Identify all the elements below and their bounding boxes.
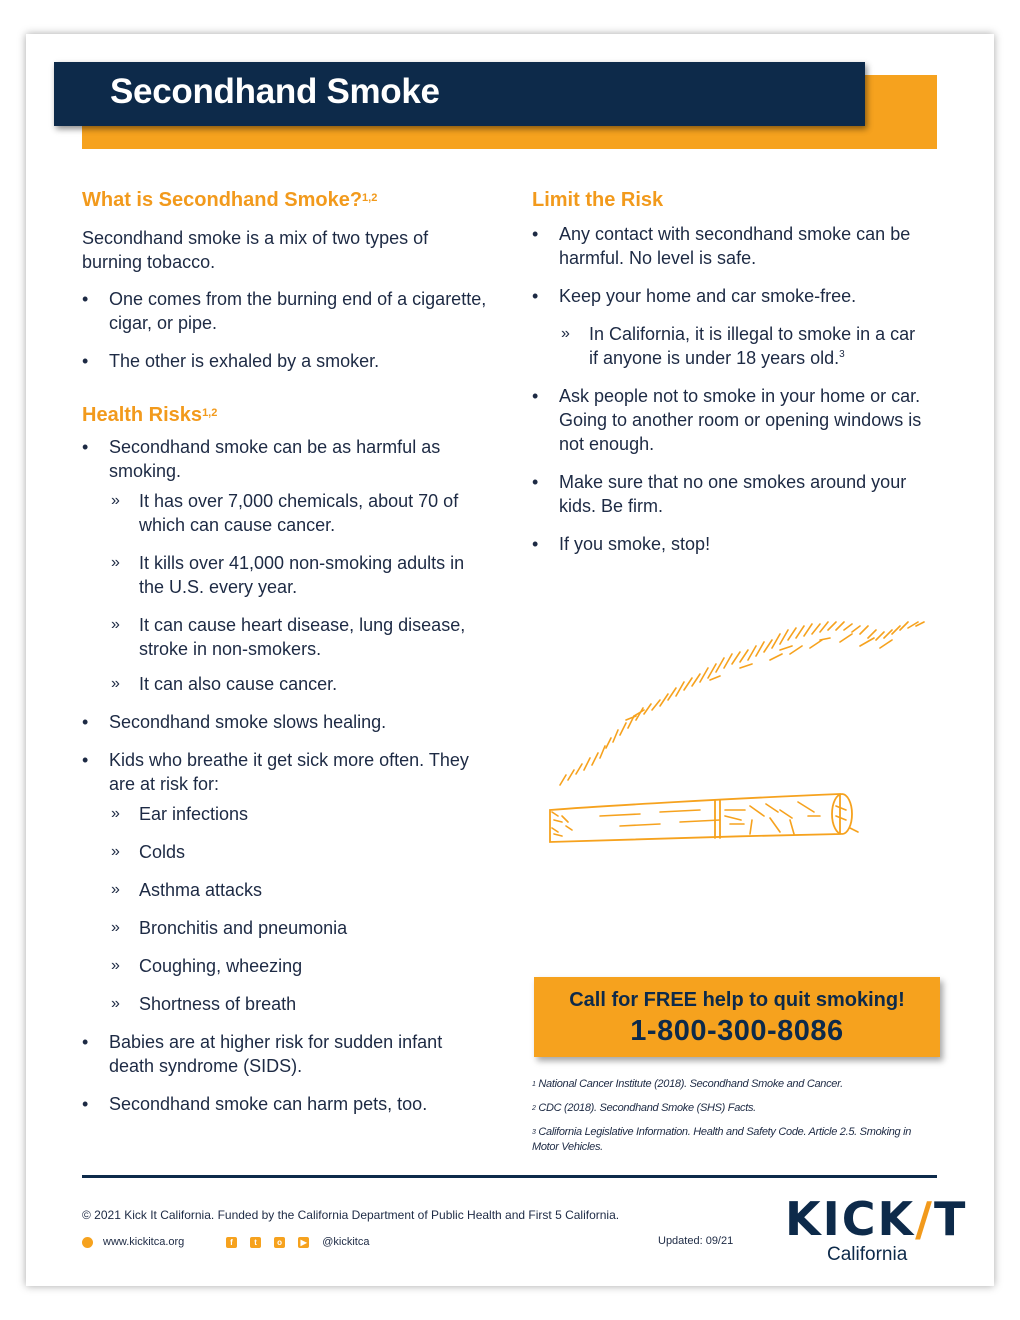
reference-item: $^1$ National Cancer Institute (2018). Secondhand Smoke and Cancer. [532, 1078, 843, 1090]
website-row [82, 1236, 184, 1248]
sub-list-item: » Bronchitis and pneumonia [111, 918, 348, 938]
list-item: • Babies are at higher risk for sudden infant death syndrome (SIDS). [82, 1032, 443, 1076]
list-item: • Secondhand smoke can be as harmful as smoking. [82, 437, 441, 481]
list-item: • Ask people not to smoke in your home or car. Going to another room or opening windows is not enough. [532, 386, 922, 454]
facebook-icon[interactable]: f [226, 1237, 237, 1248]
sub-list-item: » In California, it is illegal to smoke in a car if anyone is under 18 years old.$^3$ [561, 324, 916, 368]
list-item: • Keep your home and car smoke-free. [532, 286, 857, 306]
sub-list-item: » Asthma attacks [111, 880, 263, 900]
list-item: • Secondhand smoke slows healing. [82, 712, 387, 732]
sub-list-item: » Ear infections [111, 804, 249, 824]
sub-list-item: » Colds [111, 842, 186, 862]
list-item: • One comes from the burning end of a cigarette, cigar, or pipe. [82, 289, 487, 333]
globe-icon [82, 1237, 93, 1248]
website-link[interactable]: www.kickitca.org [103, 1236, 185, 1248]
right-column [532, 186, 932, 556]
references [532, 1077, 922, 1164]
reference-item: $^3$ California Legislative Information. Health and Safety Code. Article 2.5. Smoking in Motor Vehicles. [532, 1126, 912, 1153]
health-heading-sup: 1,2 [202, 407, 218, 419]
what-intro: Secondhand smoke is a mix of two types of burning tobacco. [82, 228, 429, 272]
list-item: • The other is exhaled by a smoker. [82, 351, 380, 371]
list-item: • If you smoke, stop! [532, 534, 711, 554]
what-heading: What is Secondhand Smoke?$^{1,2}$ [82, 189, 378, 211]
limit-heading: Limit the Risk [532, 189, 664, 211]
social-handle[interactable]: @kickitca [322, 1236, 370, 1248]
copyright-text: © 2021 Kick It California. Funded by the California Department of Public Health and First 5 California. [82, 1208, 620, 1222]
sub-list-item: » It can cause heart disease, lung disease, stroke in non-smokers. [111, 615, 466, 659]
sub-list-item: » It has over 7,000 chemicals, about 70 of which can cause cancer. [111, 491, 459, 535]
cigarette-illustration [540, 620, 930, 850]
what-heading-sup: 1,2 [362, 192, 378, 204]
list-item: • Any contact with secondhand smoke can be harmful. No level is safe. [532, 224, 911, 268]
list-item: • Secondhand smoke can harm pets, too. [82, 1094, 428, 1114]
updated-date: Updated: 09/21 [658, 1235, 734, 1247]
sub-list-item: » It kills over 41,000 non-smoking adults in the U.S. every year. [111, 553, 465, 597]
left-column [82, 186, 492, 1116]
kickit-logo: KICK/T [785, 1192, 968, 1246]
logo-california: California [827, 1244, 908, 1265]
sub-list-item: » Shortness of breath [111, 994, 297, 1014]
reference-item: $^2$ CDC (2018). Secondhand Smoke (SHS) Facts. [532, 1102, 756, 1114]
youtube-icon[interactable]: ▶ [298, 1237, 309, 1248]
page-title: Secondhand Smoke [110, 72, 440, 111]
social-row [226, 1236, 369, 1248]
cta-phone[interactable]: 1-800-300-8086 [630, 1015, 844, 1047]
footer-divider [82, 1175, 937, 1178]
list-item: • Kids who breathe it get sick more often. They are at risk for: [82, 750, 469, 794]
health-heading: Health Risks$^{1,2}$ [82, 404, 218, 426]
instagram-icon[interactable]: o [274, 1237, 285, 1248]
sub-list-item: » Coughing, wheezing [111, 956, 303, 976]
quit-help-callout [534, 977, 940, 1057]
list-item: • Make sure that no one smokes around your kids. Be firm. [532, 472, 907, 516]
sub-list-item: » It can also cause cancer. [111, 674, 338, 694]
twitter-icon[interactable]: t [250, 1237, 261, 1248]
cta-text: Call for FREE help to quit smoking! [569, 989, 905, 1011]
